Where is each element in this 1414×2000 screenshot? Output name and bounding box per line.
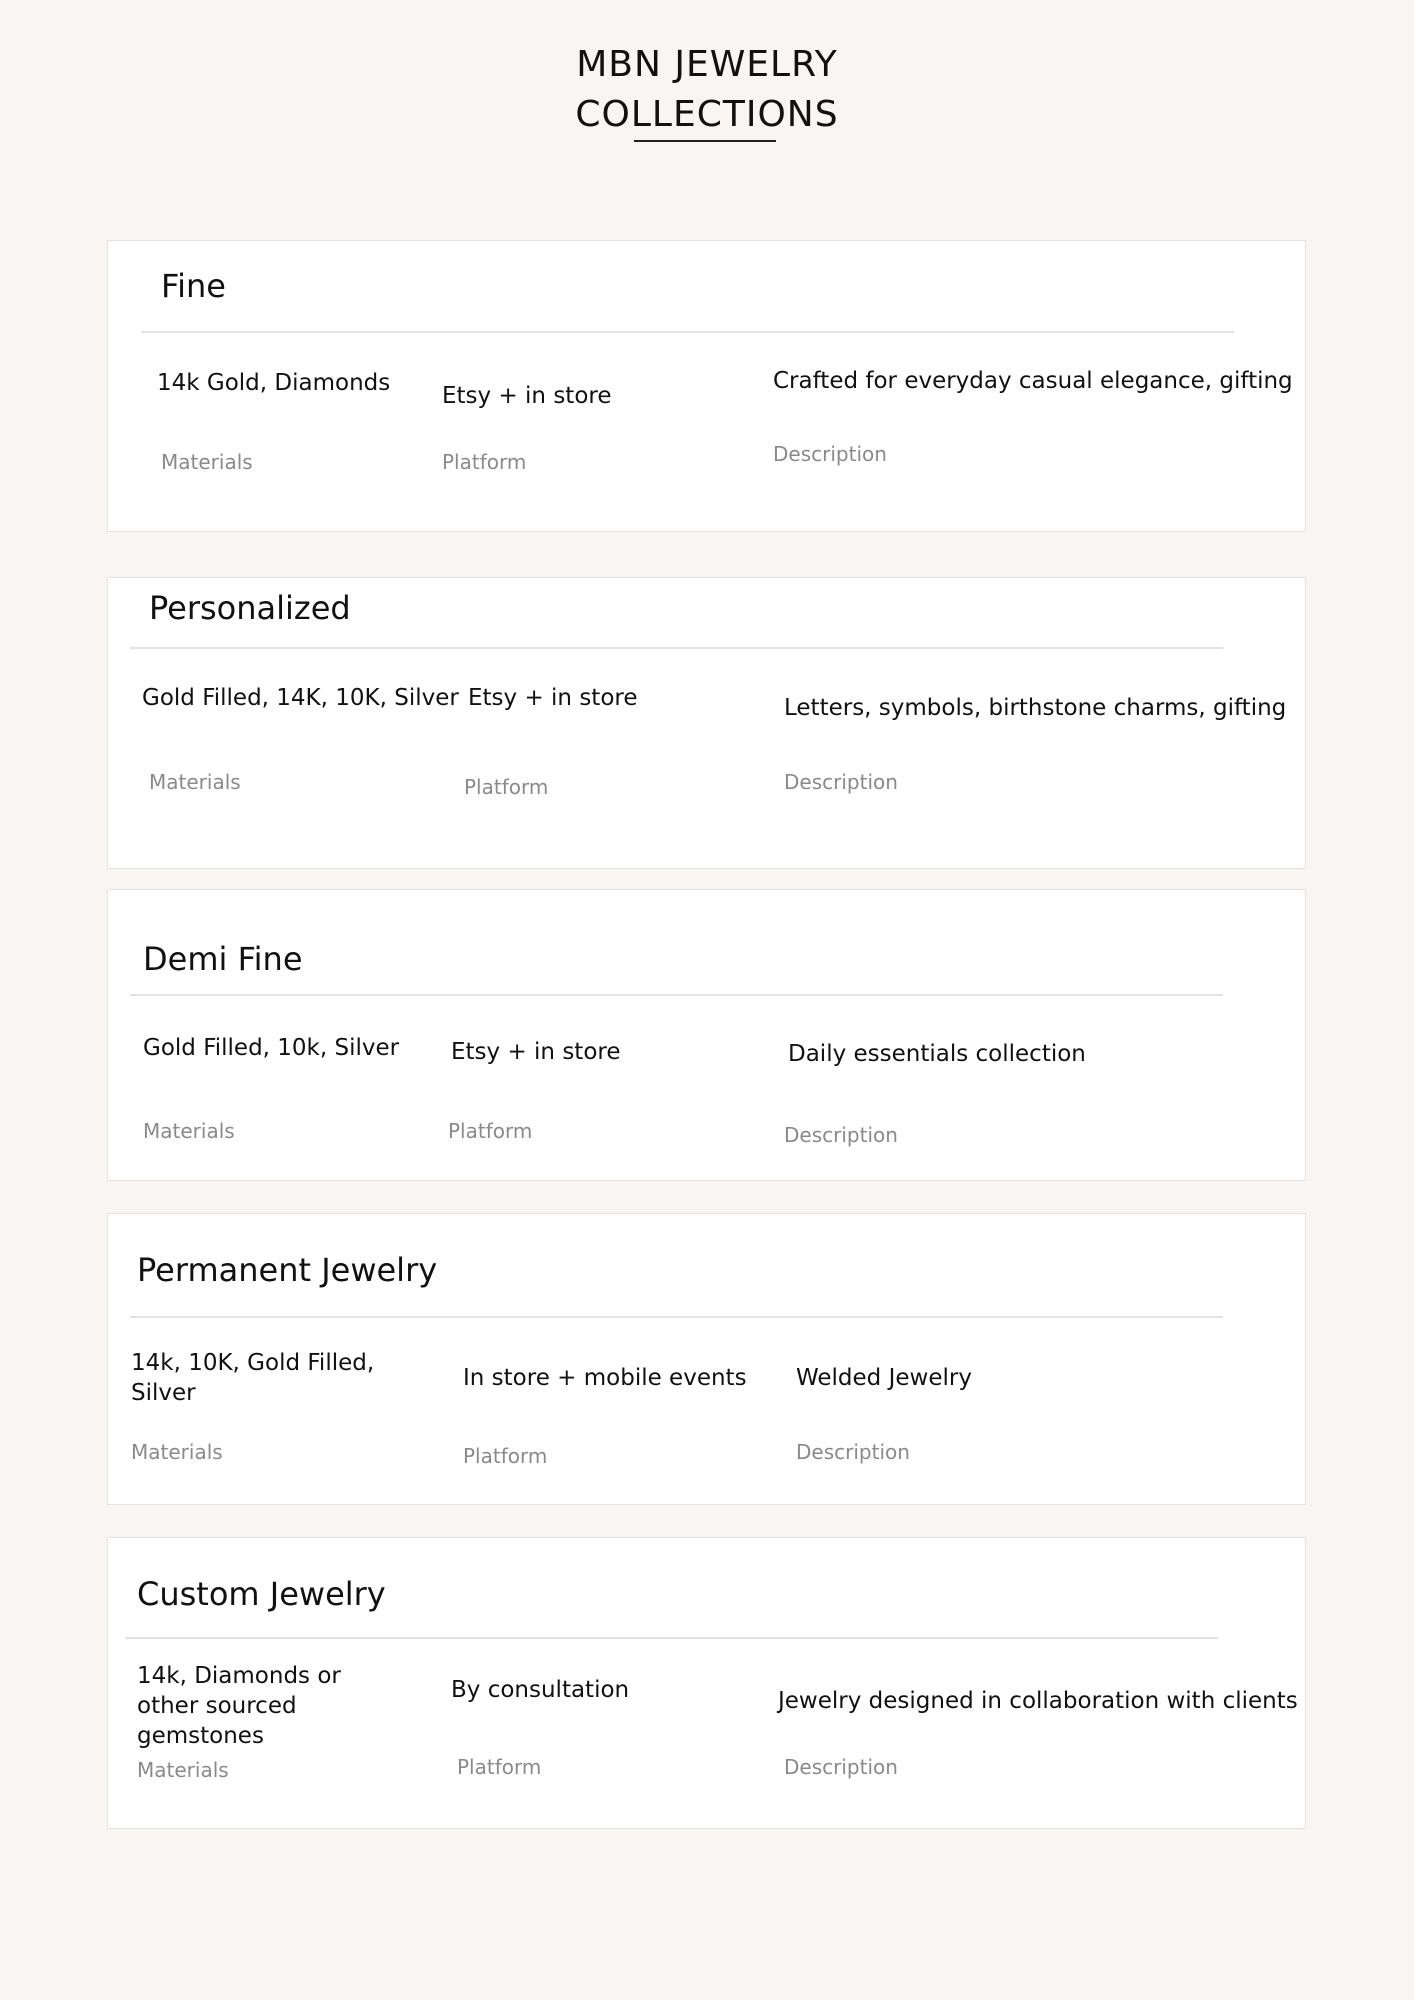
platform-value: By consultation (451, 1677, 630, 1703)
description-value: Daily essentials collection (788, 1041, 1086, 1067)
materials-value: Gold Filled, 10k, Silver (143, 1035, 400, 1061)
platform-value: Etsy + in store (451, 1039, 621, 1065)
platform-label: Platform (463, 1444, 548, 1468)
card-divider (141, 331, 1234, 333)
collection-card-fine (107, 240, 1306, 532)
collection-title: Demi Fine (143, 940, 303, 978)
description-label: Description (784, 1755, 898, 1779)
description-label: Description (784, 770, 898, 794)
card-divider (130, 994, 1223, 996)
materials-label: Materials (143, 1119, 235, 1143)
description-label: Description (773, 442, 887, 466)
title-divider (634, 140, 776, 142)
collection-card-personalized (107, 577, 1306, 869)
materials-label: Materials (137, 1758, 229, 1782)
collection-title: Fine (161, 267, 226, 305)
platform-label: Platform (464, 775, 549, 799)
card-divider (130, 1316, 1223, 1318)
materials-value: 14k, 10K, Gold Filled, Silver (131, 1350, 375, 1406)
collection-card-permanent-jewelry (107, 1213, 1306, 1505)
platform-value: In store + mobile events (463, 1365, 747, 1391)
description-label: Description (784, 1123, 898, 1147)
page-title-line-2: COLLECTIONS (575, 94, 839, 135)
collection-title: Personalized (149, 589, 351, 627)
description-value: Crafted for everyday casual elegance, gifting (773, 368, 1293, 394)
platform-label: Platform (457, 1755, 542, 1779)
materials-value: Gold Filled, 14K, 10K, Silver (142, 685, 459, 711)
collection-title: Custom Jewelry (137, 1575, 386, 1613)
collection-title: Permanent Jewelry (137, 1251, 438, 1289)
collection-card-custom-jewelry (107, 1537, 1306, 1829)
materials-value: 14k, Diamonds or other sourced gemstones (137, 1663, 341, 1749)
platform-label: Platform (442, 450, 527, 474)
materials-label: Materials (161, 450, 253, 474)
description-value: Welded Jewelry (796, 1365, 972, 1391)
collection-card-demi-fine (107, 889, 1306, 1181)
document-header (0, 40, 1414, 140)
materials-label: Materials (149, 770, 241, 794)
materials-value: 14k Gold, Diamonds (157, 370, 391, 396)
page-title-line-1: MBN JEWELRY (576, 44, 838, 85)
description-label: Description (796, 1440, 910, 1464)
platform-value: Etsy + in store (442, 383, 612, 409)
card-divider (125, 1637, 1218, 1639)
card-divider (130, 647, 1223, 649)
platform-label: Platform (448, 1119, 533, 1143)
description-value: Jewelry designed in collaboration with clients (778, 1688, 1298, 1714)
platform-value: Etsy + in store (468, 685, 638, 711)
materials-label: Materials (131, 1440, 223, 1464)
description-value: Letters, symbols, birthstone charms, gifting (784, 695, 1287, 721)
